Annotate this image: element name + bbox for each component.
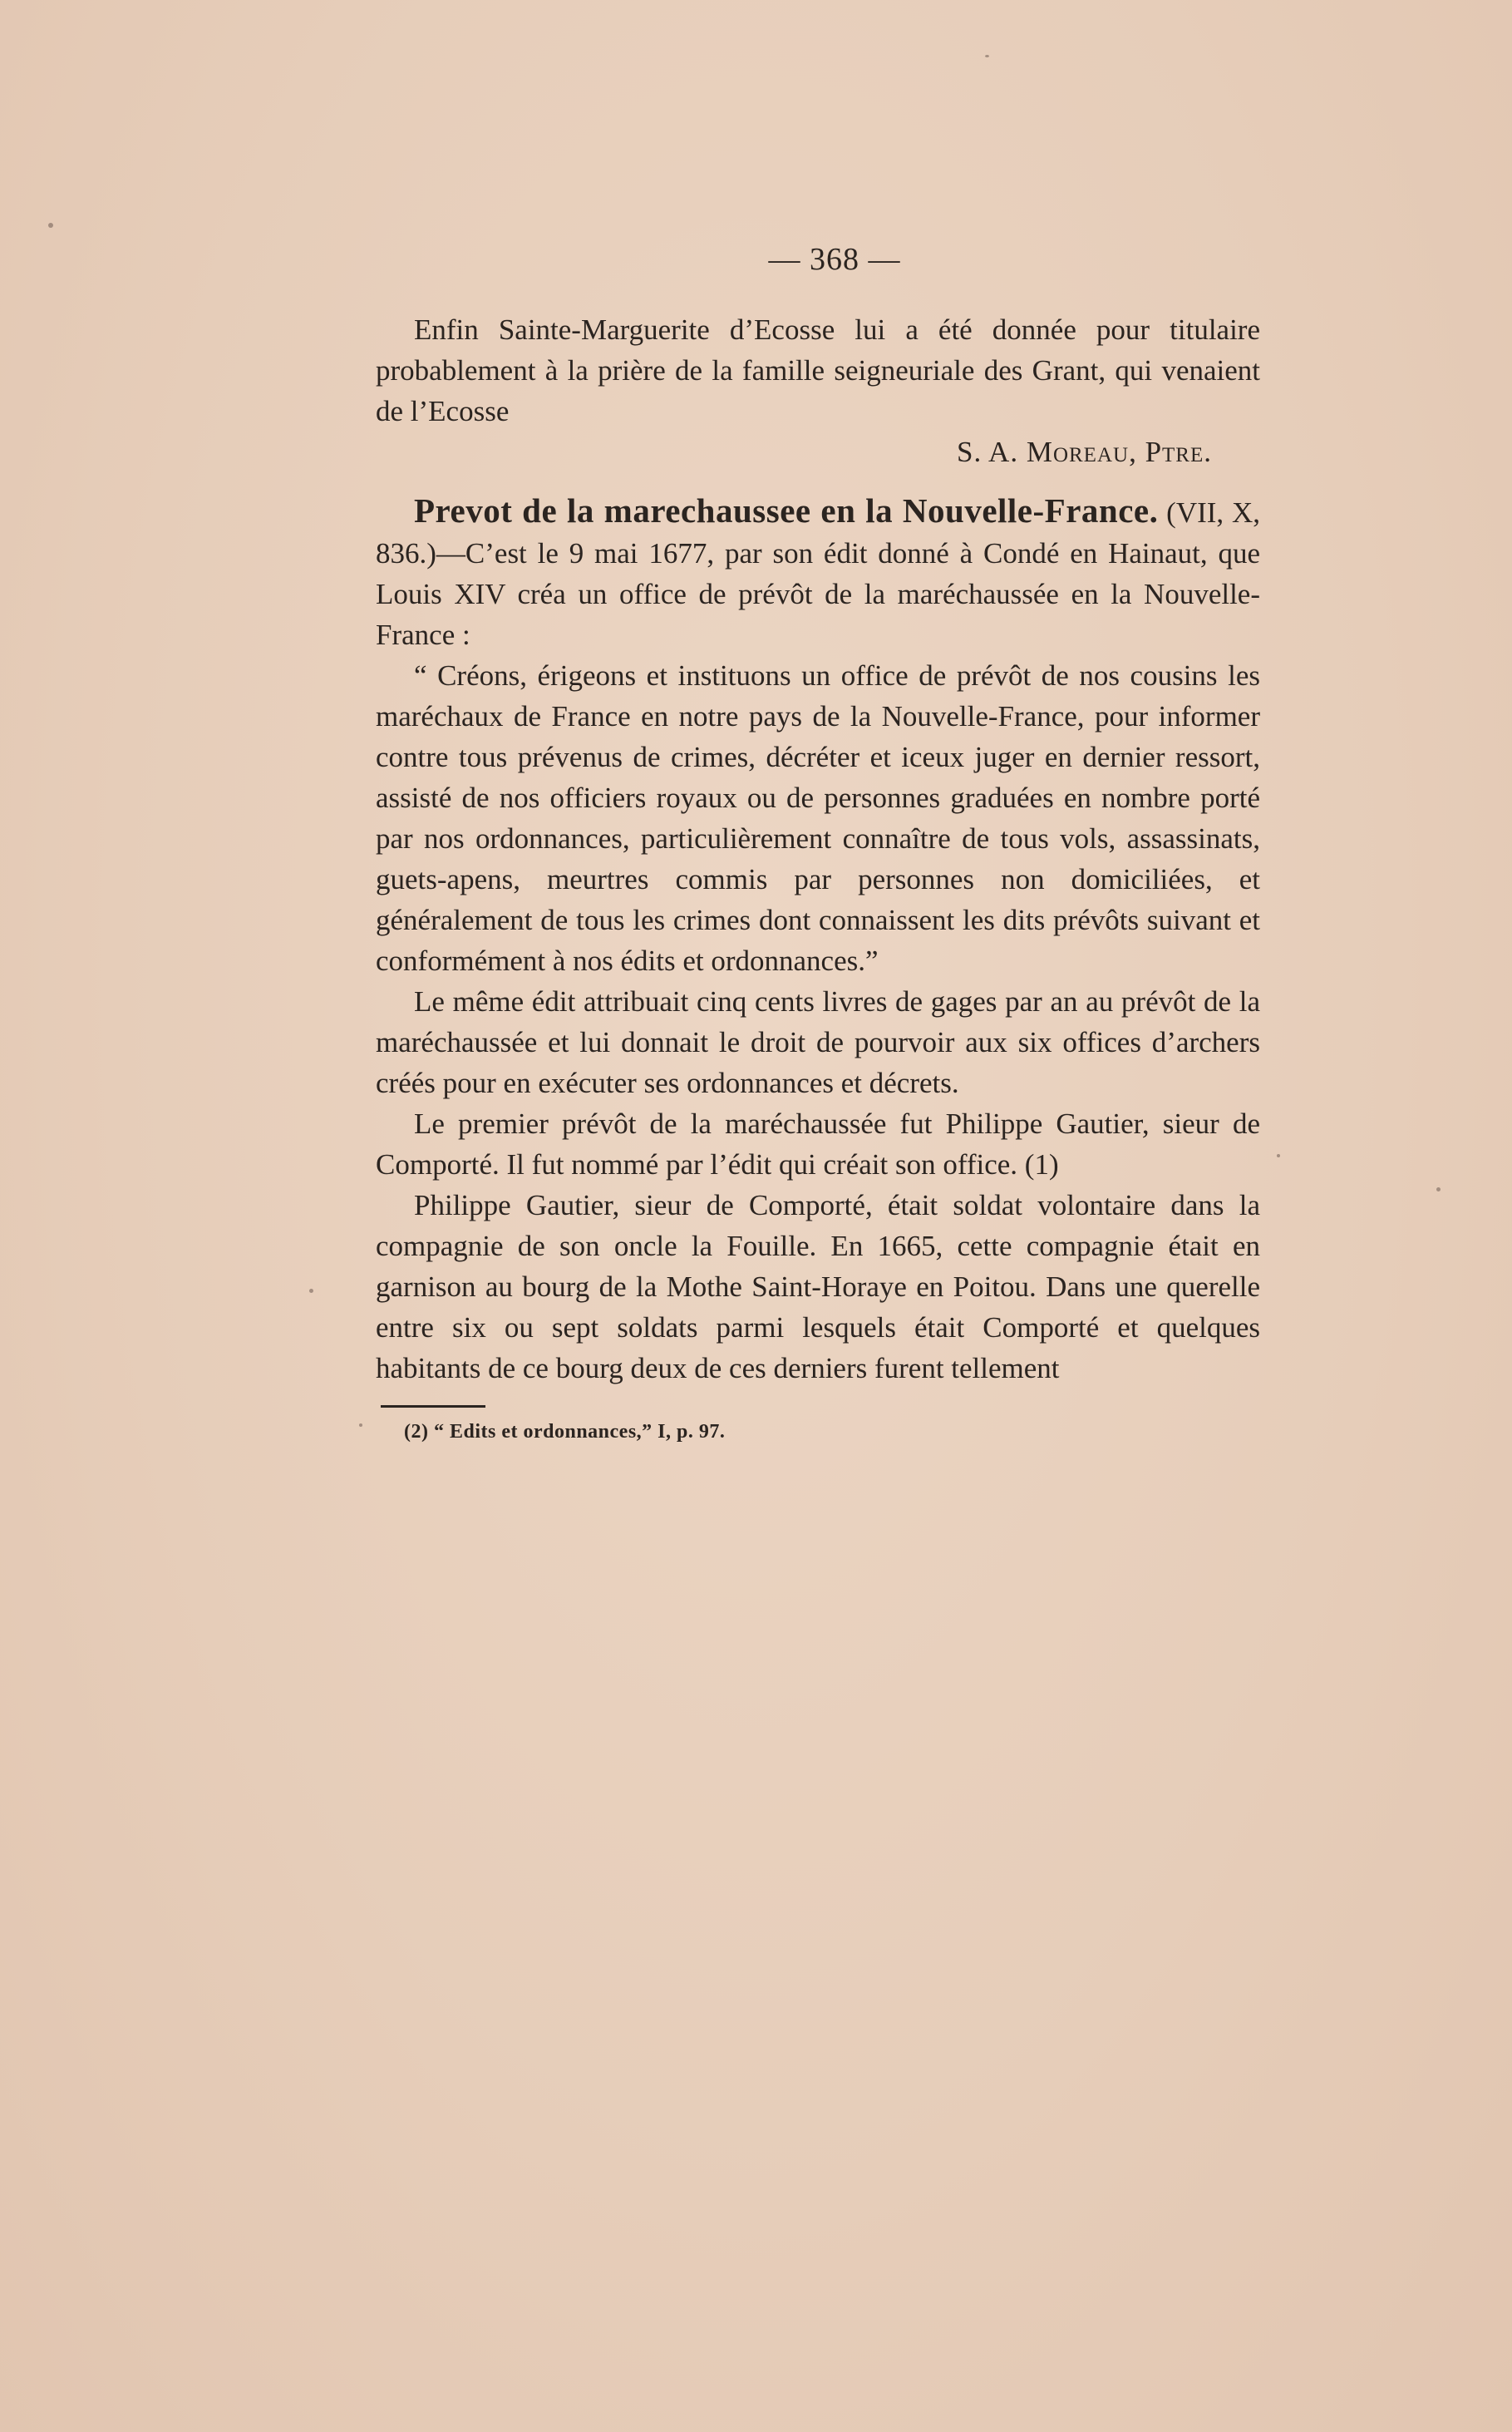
paragraph-closing-note: Enfin Sainte-Marguerite d’Ecosse lui a été donnée pour titulaire probablement à la prière de la famille seigneuriale des Grant, qui venaient de l’Ecosse bbox=[376, 313, 1260, 427]
paragraph-edict-quote: “ Créons, érigeons et instituons un office de prévôt de nos cousins les maréchaux de France en notre pays de la Nouvelle-France, pour informer contre tous prévenus de crimes, décréter et iceux juger en dernier ressort, assisté de nos officiers royaux ou de personnes graduées en nombre porté par nos ordonnances, particulièrement connaître de tous vols, assassinats, guets-apens, meurtres commis par personnes non domiciliées, et généralement de tous les crimes dont connaissent les dits prévôts suivant et conformément à nos édits et ordonnances.” bbox=[376, 659, 1260, 977]
paragraph-first-provost: Le premier prévôt de la maréchaussée fut Philippe Gautier, sieur de Comporté. Il fut nommé par l’édit qui créait son office. (1) bbox=[376, 1107, 1260, 1181]
page-number: — 368 — bbox=[768, 242, 901, 277]
paper-speck bbox=[309, 1289, 313, 1293]
signature-title: , Ptre. bbox=[1129, 436, 1212, 468]
paper-speck bbox=[1277, 1154, 1280, 1157]
paper-speck bbox=[48, 223, 53, 228]
paragraph-gautier-story: Philippe Gautier, sieur de Comporté, était soldat volontaire dans la compagnie de son oncle la Fouille. En 1665, cette compagnie était en garnison au bourg de la Mothe Saint-Horaye en Poitou. Dans une querelle entre six ou sept soldats parmi lesquels était Comporté et quelques habitants de ce bourg deux de ces derniers furent tellement bbox=[376, 1189, 1260, 1384]
footnote: (2) “ Edits et ordonnances,” I, p. 97. bbox=[404, 1421, 726, 1443]
signature-name: S. A. Moreau bbox=[957, 436, 1130, 468]
footnote-divider bbox=[381, 1405, 485, 1408]
text-block bbox=[376, 241, 1260, 1444]
paper-speck bbox=[985, 55, 989, 57]
author-signature bbox=[376, 432, 1212, 472]
paragraph-edict-wages: Le même édit attribuait cinq cents livres de gages par an au prévôt de la maréchaussée et lui donnait le droit de pourvoir aux six offices d’archers créés pour en exécuter ses ordonnances et décrets. bbox=[376, 985, 1260, 1099]
section-title: Prevot de la marechaussee en la Nouvelle-France. bbox=[414, 491, 1159, 530]
paper-speck bbox=[359, 1423, 362, 1427]
section-heading-paragraph bbox=[376, 491, 1260, 655]
paper-speck bbox=[1436, 1187, 1441, 1191]
section-intro-text: (VII, X, 836.)—C’est le 9 mai 1677, par son édit donné à Condé en Hainaut, que Louis XIV créa un office de prévôt de la maréchaussée en la Nouvelle-France : bbox=[376, 496, 1260, 651]
